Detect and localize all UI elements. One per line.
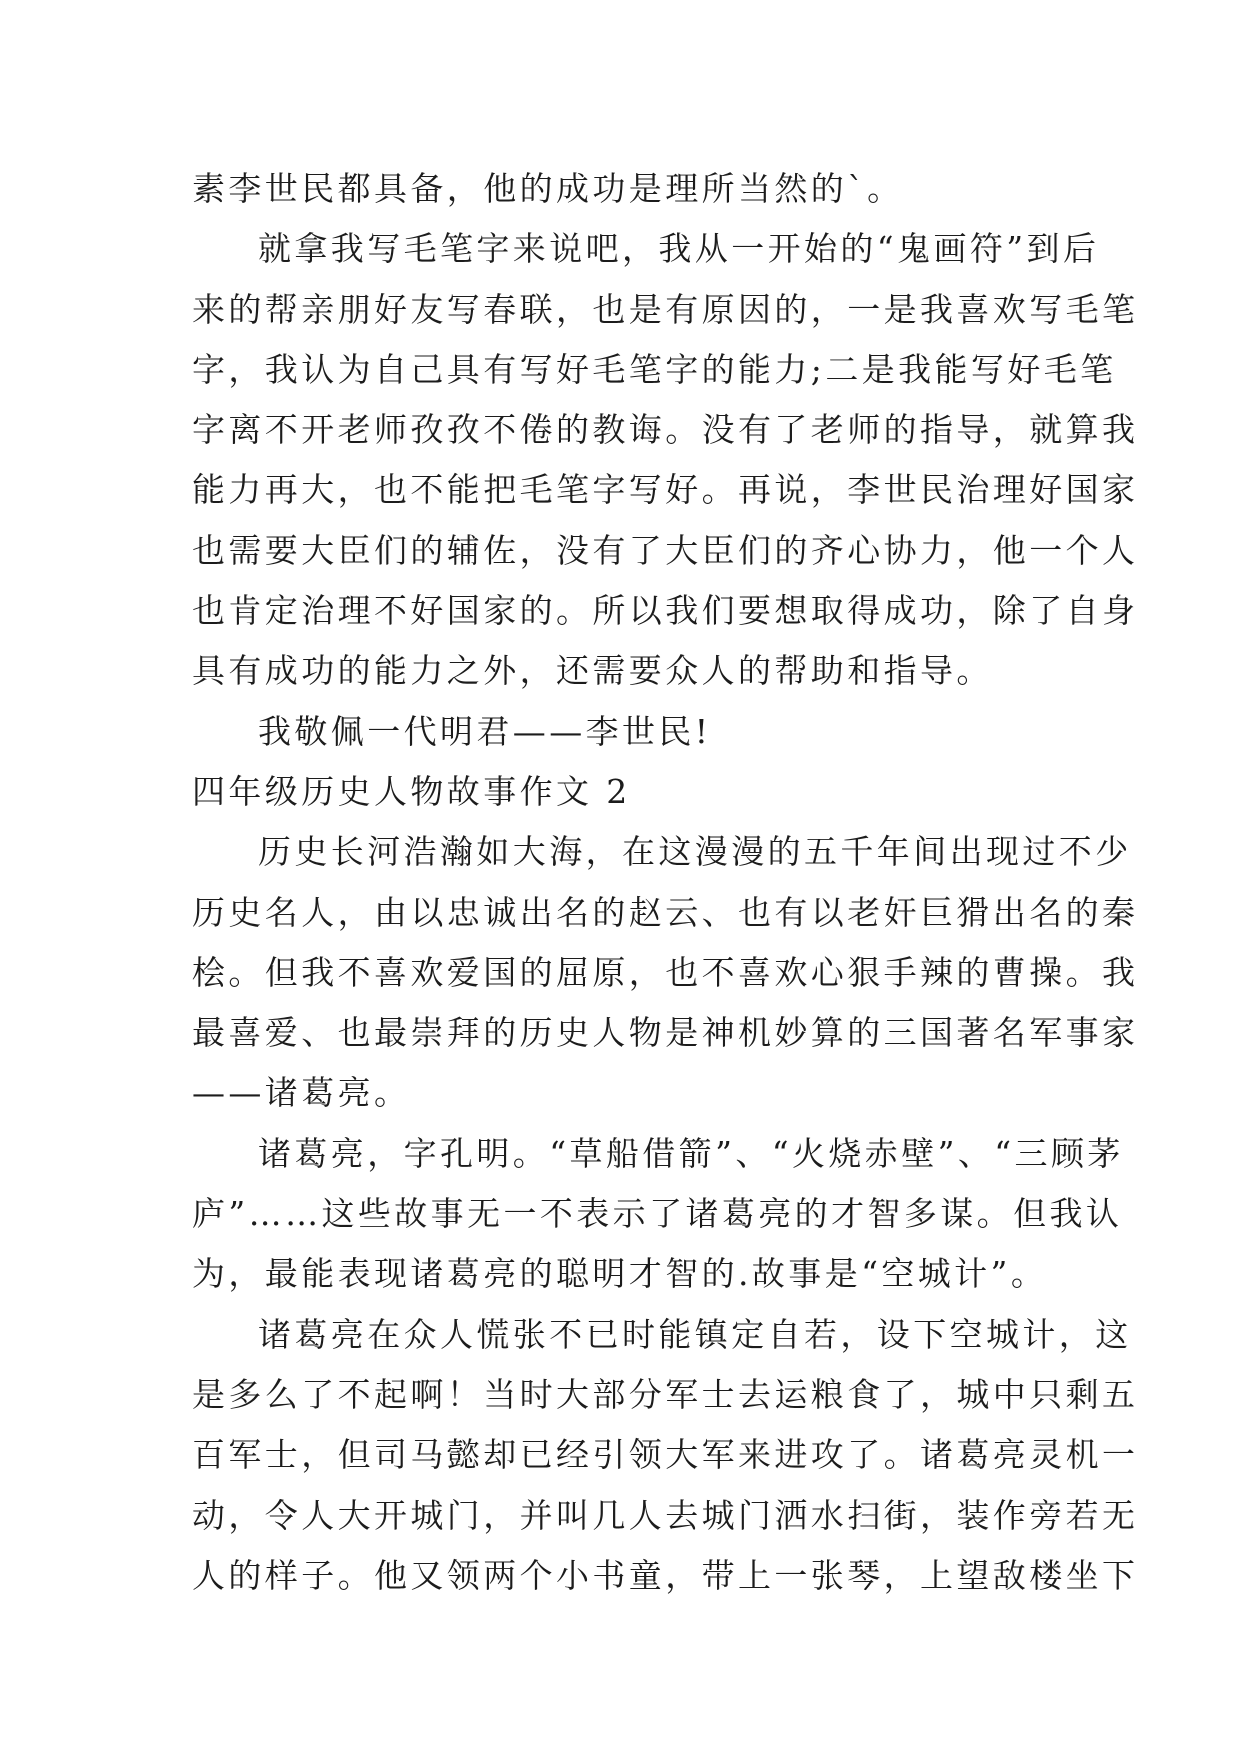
text-line: 是多么了不起啊！当时大部分军士去运粮食了，城中只剩五 bbox=[192, 1374, 1139, 1414]
text-line: 能力再大，也不能把毛笔字写好。再说，李世民治理好国家 bbox=[192, 470, 1139, 510]
text-line: 为，最能表现诸葛亮的聪明才智的.故事是“空城计”。 bbox=[192, 1254, 1048, 1294]
text-line: 庐”……这些故事无一不表示了诸葛亮的才智多谋。但我认 bbox=[192, 1194, 1123, 1234]
text-line: 字，我认为自己具有写好毛笔字的能力;二是我能写好毛笔 bbox=[192, 349, 1117, 389]
text-line: 历史名人，由以忠诚出名的赵云、也有以老奸巨猾出名的秦 bbox=[192, 892, 1139, 932]
text-line: 也需要大臣们的辅佐，没有了大臣们的齐心协力，他一个人 bbox=[192, 530, 1139, 570]
text-line: 就拿我写毛笔字来说吧，我从一开始的“鬼画符”到后 bbox=[258, 229, 1100, 269]
text-line: 最喜爱、也最崇拜的历史人物是神机妙算的三国著名军事家 bbox=[192, 1013, 1139, 1053]
text-line: 历史长河浩瀚如大海，在这漫漫的五千年间出现过不少 bbox=[258, 832, 1132, 872]
text-line: 动，令人大开城门，并叫几人去城门洒水扫街，装作旁若无 bbox=[192, 1495, 1139, 1535]
text-line: 四年级历史人物故事作文 2 bbox=[192, 771, 631, 811]
text-line: 人的样子。他又领两个小书童，带上一张琴，上望敌楼坐下 bbox=[192, 1555, 1139, 1595]
text-line: 桧。但我不喜欢爱国的屈原，也不喜欢心狠手辣的曹操。我 bbox=[192, 952, 1139, 992]
text-line: 百军士，但司马懿却已经引领大军来进攻了。诸葛亮灵机一 bbox=[192, 1435, 1139, 1475]
text-line: ——诸葛亮。 bbox=[192, 1073, 411, 1113]
text-line: 诸葛亮，字孔明。“草船借箭”、“火烧赤壁”、“三顾茅 bbox=[258, 1133, 1124, 1173]
text-line: 具有成功的能力之外，还需要众人的帮助和指导。 bbox=[192, 651, 993, 691]
text-line: 来的帮亲朋好友写春联，也是有原因的，一是我喜欢写毛笔 bbox=[192, 289, 1139, 329]
text-line: 我敬佩一代明君——李世民! bbox=[258, 711, 712, 751]
text-line: 素李世民都具备，他的成功是理所当然的`。 bbox=[192, 169, 904, 208]
text-line: 字离不开老师孜孜不倦的教诲。没有了老师的指导，就算我 bbox=[192, 410, 1139, 450]
essay-body bbox=[192, 159, 1139, 1606]
text-line: 诸葛亮在众人慌张不已时能镇定自若，设下空城计，这 bbox=[258, 1314, 1132, 1354]
text-line: 也肯定治理不好国家的。所以我们要想取得成功，除了自身 bbox=[192, 591, 1139, 631]
